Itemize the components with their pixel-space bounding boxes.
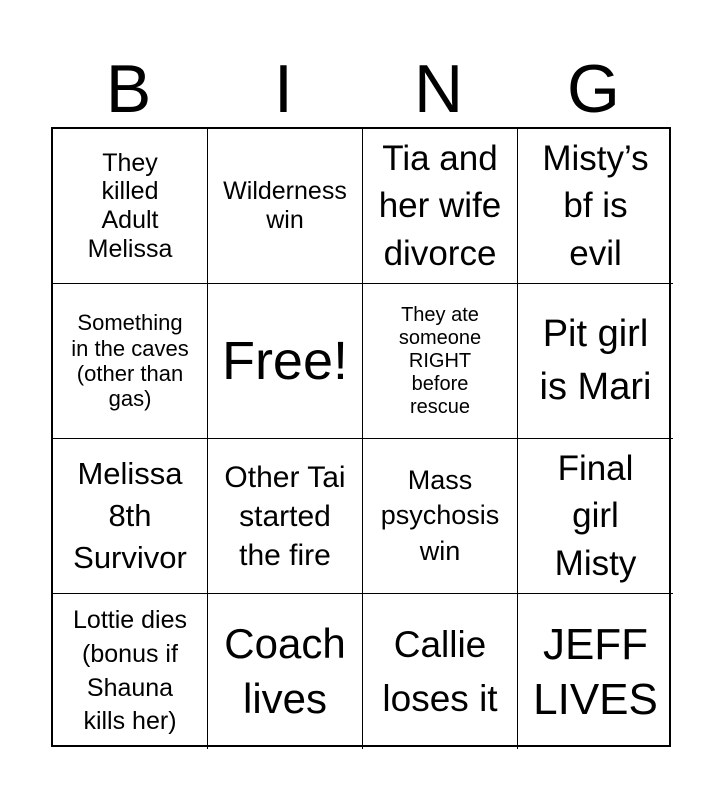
- bingo-cell-r4c1[interactable]: [53, 594, 208, 749]
- bingo-board: [51, 127, 671, 747]
- header-letter-i: I: [274, 51, 293, 127]
- free-space-label: Free!: [221, 330, 349, 391]
- cell-text: Final girl Misty: [554, 449, 637, 583]
- bingo-cell-r1c1[interactable]: [53, 129, 208, 284]
- cell-text: Misty’s bf is evil: [542, 139, 649, 273]
- cell-text: Pit girl is Mari: [539, 312, 652, 408]
- header-letter-g: G: [567, 51, 620, 127]
- bingo-cell-r2c4[interactable]: [518, 284, 673, 439]
- cell-text: Something in the caves (other than gas): [71, 310, 189, 412]
- bingo-cell-r1c4[interactable]: [518, 129, 673, 284]
- bingo-cell-r2c3[interactable]: [363, 284, 518, 439]
- cell-text: Other Tai started the fire: [224, 460, 346, 572]
- cell-text: Melissa 8th Survivor: [73, 456, 187, 575]
- header-letter-b: B: [105, 51, 152, 127]
- cell-text: Tia and her wife divorce: [378, 139, 502, 273]
- bingo-header: [51, 52, 671, 126]
- bingo-cell-r1c3[interactable]: [363, 129, 518, 284]
- cell-text: They killed Adult Melissa: [87, 148, 173, 263]
- bingo-cell-r3c1[interactable]: [53, 439, 208, 594]
- bingo-cell-r1c2[interactable]: [208, 129, 363, 284]
- bingo-cell-r2c1[interactable]: [53, 284, 208, 439]
- bingo-cell-r4c4[interactable]: [518, 594, 673, 749]
- cell-text: JEFF LIVES: [533, 619, 658, 724]
- bingo-cell-r3c3[interactable]: [363, 439, 518, 594]
- cell-text: Wilderness win: [223, 177, 347, 234]
- cell-text: Lottie dies (bonus if Shauna kills her): [73, 606, 187, 736]
- cell-text: Coach lives: [224, 619, 346, 722]
- bingo-cell-r4c3[interactable]: [363, 594, 518, 749]
- bingo-cell-r4c2[interactable]: [208, 594, 363, 749]
- bingo-cell-r3c2[interactable]: [208, 439, 363, 594]
- cell-text: Mass psychosis win: [380, 465, 500, 566]
- cell-text: Callie loses it: [382, 623, 498, 719]
- header-letter-n: N: [413, 51, 464, 127]
- bingo-cell-r2c2-free[interactable]: [208, 284, 363, 439]
- cell-text: They ate someone RIGHT before rescue: [398, 303, 482, 418]
- bingo-cell-r3c4[interactable]: [518, 439, 673, 594]
